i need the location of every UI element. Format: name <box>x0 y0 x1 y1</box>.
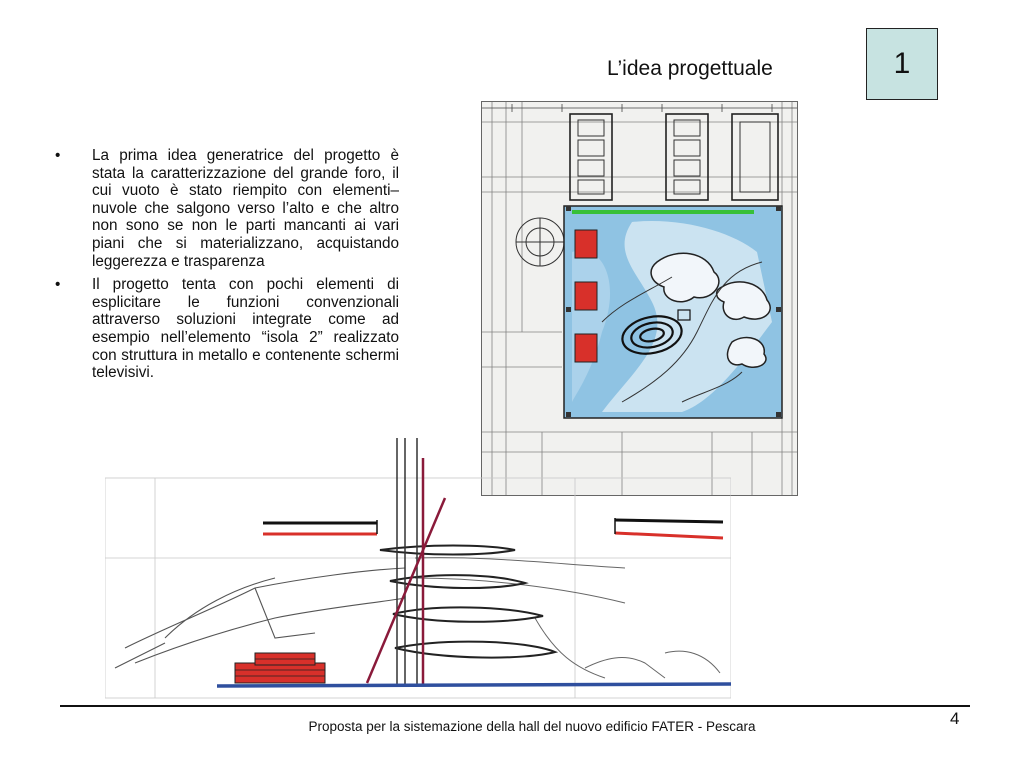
section-sketch-image <box>105 438 731 700</box>
page-number: 4 <box>950 709 960 728</box>
bullet-marker: • <box>55 147 61 164</box>
plan-sketch-image <box>481 101 798 496</box>
bullet-list <box>55 147 399 388</box>
bullet-text: La prima idea generatrice del progetto è stata la caratterizzazione del grande foro, il cui vuoto è stato riempito con elementi–nuvole che salgono verso l’alto e che altro non sono se non le parti mancanti ai vari piani che si materializzano, acquistando leggerezza e trasparenza <box>92 147 399 270</box>
footer-rule <box>60 705 970 707</box>
plan-sketch-drawing <box>482 102 798 496</box>
bullet-item <box>55 147 399 270</box>
bullet-item <box>55 276 399 382</box>
section-sketch-drawing <box>105 438 731 700</box>
footer-text: Proposta per la sistemazione della hall del nuovo edificio FATER - Pescara <box>308 719 756 734</box>
bullet-marker: • <box>55 276 61 294</box>
slide-title: L’idea progettuale <box>607 57 773 80</box>
section-number-box <box>866 28 938 100</box>
section-number: 1 <box>893 47 911 80</box>
bullet-text: Il progetto tenta con pochi elementi di esplicitare le funzioni convenzionali attraverso soluzioni integrate come ad esempio nell’elemento “isola 2” realizzato con struttura in metallo e contenente schermi televisivi. <box>92 276 399 382</box>
